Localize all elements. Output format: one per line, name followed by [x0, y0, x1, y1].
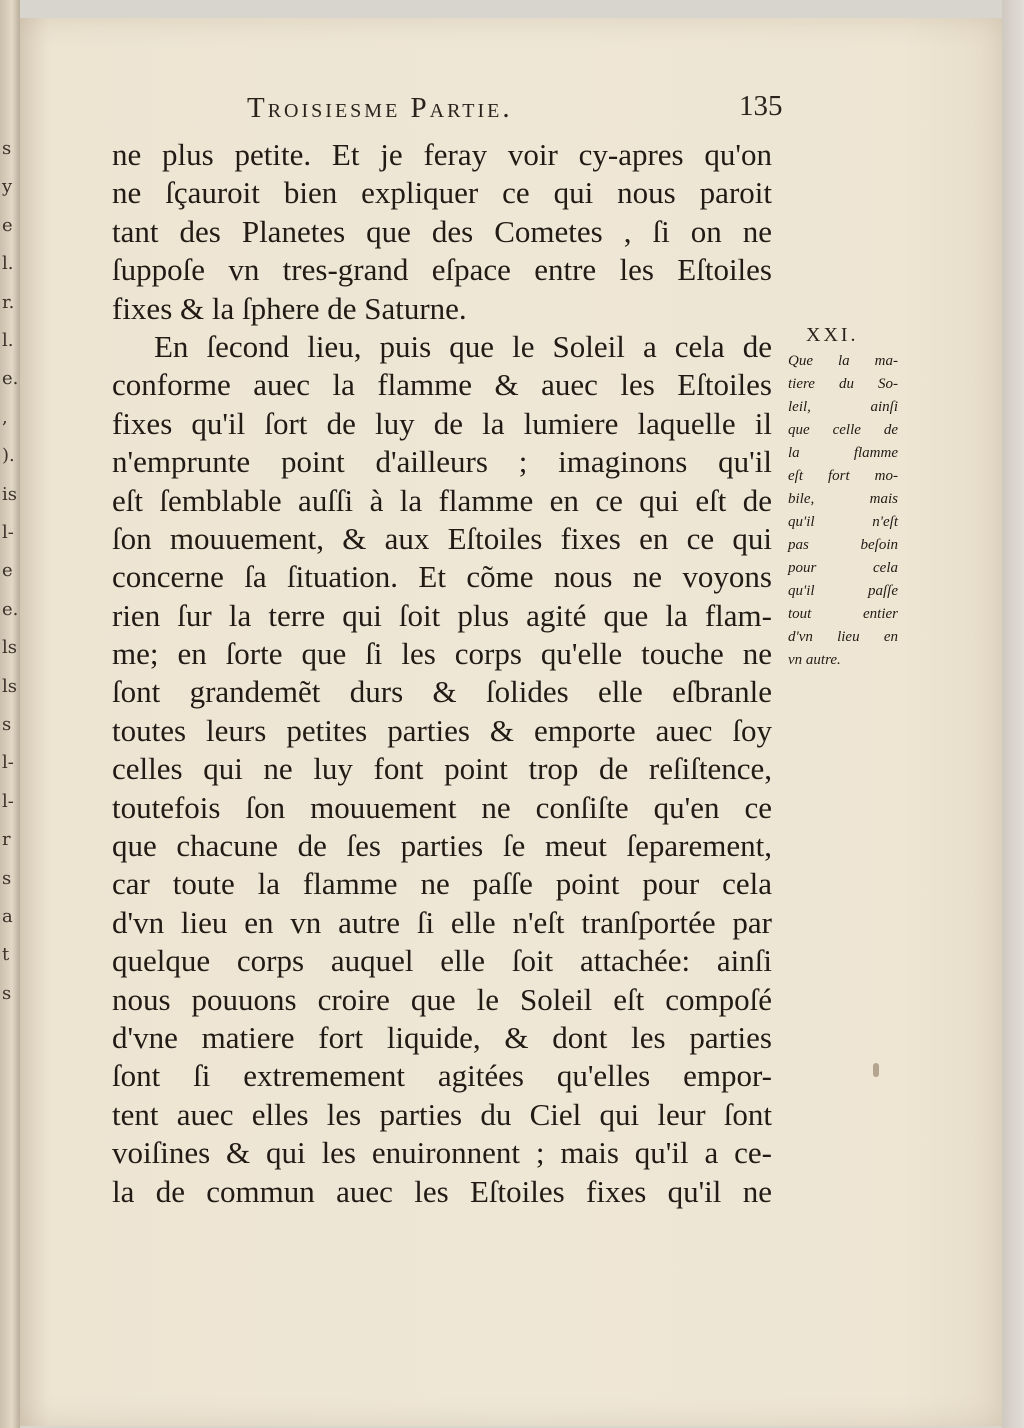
text-line: fixes & la ſphere de Saturne. — [112, 290, 467, 326]
adjacent-page-character: ). — [2, 445, 15, 467]
adjacent-page-character: e — [2, 560, 13, 582]
adjacent-page-character: e. — [2, 368, 19, 390]
text-line: toutes leurs petites parties & emporte auec ſoy — [112, 712, 772, 748]
marginal-section-number: XXI. — [806, 324, 859, 346]
adjacent-page-character: r. — [2, 291, 15, 313]
marginal-note-line: tout entier — [788, 606, 898, 622]
marginal-note-line: que celle de — [788, 422, 898, 438]
text-line: voiſines & qui les enuironnent ; mais qu'il a ce- — [112, 1135, 772, 1171]
adjacent-page-character: y — [2, 176, 13, 198]
adjacent-page-character: l- — [2, 752, 14, 774]
text-line: ne ſçauroit bien expliquer ce qui nous paroit — [112, 175, 772, 211]
text-line: toutefois ſon mouuement ne conſiſte qu'en ce — [112, 789, 772, 825]
text-line: que chacune de ſes parties ſe meut ſeparement, — [112, 828, 772, 864]
text-line: nous pouuons croire que le Soleil eſt compoſé — [112, 981, 772, 1017]
adjacent-page-character: s — [2, 138, 12, 159]
marginal-note-line: Que la ma- — [788, 353, 898, 369]
text-line: ſont grandemẽt durs & ſolides elle eſbranle — [112, 674, 772, 710]
text-line: tant des Planetes que des Cometes , ſi on ne — [112, 213, 772, 249]
marginal-note-line: qu'il paſſe — [788, 583, 898, 599]
paragraph-start-line: En ſecond lieu, puis que le Soleil a cela de — [154, 328, 772, 364]
marginal-note-line: tiere du So- — [788, 376, 898, 392]
text-line: ſont ſi extremement agitées qu'elles empor- — [112, 1058, 772, 1094]
text-line: eſt ſemblable auſſi à la flamme en ce qui eſt de — [112, 482, 772, 518]
marginal-note-line: eſt fort mo- — [788, 468, 898, 484]
marginal-note-line: bile, mais — [788, 491, 898, 507]
adjacent-page-character: e — [2, 214, 13, 236]
marginal-note-line: la flamme — [788, 445, 898, 461]
page-number: 135 — [739, 90, 783, 122]
marginal-note-line: d'vn lieu en — [788, 629, 898, 645]
adjacent-page-character: r — [2, 829, 11, 851]
marginal-note-line: leil, ainſi — [788, 399, 898, 415]
ink-smudge — [873, 1063, 879, 1077]
text-line: la de commun auec les Eſtoiles fixes qu'il ne — [112, 1173, 772, 1209]
adjacent-page-character: l- — [2, 522, 14, 543]
marginal-note-line: qu'il n'eſt — [788, 514, 898, 530]
adjacent-page-character: a — [2, 906, 13, 927]
adjacent-page-edge — [0, 0, 20, 1428]
text-line: concerne ſa ſituation. Et cõme nous ne voyons — [112, 559, 772, 595]
marginal-note-line: pas beſoin — [788, 537, 898, 553]
text-line: tent auec elles les parties du Ciel qui leur ſont — [112, 1096, 772, 1132]
text-line: conforme auec la flamme & auec les Eſtoiles — [112, 367, 772, 403]
text-line: ſuppoſe vn tres-grand eſpace entre les Eſtoiles — [112, 252, 772, 288]
text-line: quelque corps auquel elle ſoit attachée: ainſi — [112, 943, 772, 979]
scan-background-edge — [1002, 0, 1024, 1428]
text-line: fixes qu'il ſort de luy de la lumiere laquelle il — [112, 405, 772, 441]
text-line: ſon mouuement, & aux Eſtoiles fixes en ce qui — [112, 520, 772, 556]
adjacent-page-character: l- — [2, 790, 14, 812]
marginal-note — [788, 350, 898, 672]
text-line: celles qui ne luy font point trop de reſiſtence, — [112, 751, 772, 787]
text-line: d'vne matiere fort liquide, & dont les parties — [112, 1019, 772, 1055]
adjacent-page-character: s — [2, 982, 12, 1004]
book-page — [20, 18, 1002, 1426]
adjacent-page-character: t — [2, 944, 10, 966]
marginal-note-line: pour cela — [788, 560, 898, 576]
text-line: car toute la flamme ne paſſe point pour cela — [112, 866, 772, 902]
text-line: rien ſur la terre qui ſoit plus agité que la flam- — [112, 597, 772, 633]
marginal-note-line: vn autre. — [788, 652, 841, 668]
adjacent-page-character: , — [2, 406, 8, 428]
text-line: ne plus petite. Et je feray voir cy-apres qu'on — [112, 137, 772, 172]
adjacent-page-character: l. — [2, 253, 14, 275]
main-text-block — [112, 136, 772, 1211]
adjacent-page-character: s — [2, 867, 12, 889]
running-head: Troisiesme Partie. — [247, 92, 513, 124]
adjacent-page-character: ls — [2, 637, 17, 659]
adjacent-page-character: e. — [2, 598, 19, 620]
text-line: me; en ſorte que ſi les corps qu'elle touche ne — [112, 636, 772, 672]
text-line: n'emprunte point d'ailleurs ; imaginons qu'il — [112, 444, 772, 480]
adjacent-page-character: is — [2, 483, 17, 505]
adjacent-page-character: ls — [2, 675, 17, 697]
text-line: d'vn lieu en vn autre ſi elle n'eſt tranſportée par — [112, 904, 772, 940]
adjacent-page-character: s — [2, 714, 12, 735]
adjacent-page-character: l. — [2, 330, 14, 351]
